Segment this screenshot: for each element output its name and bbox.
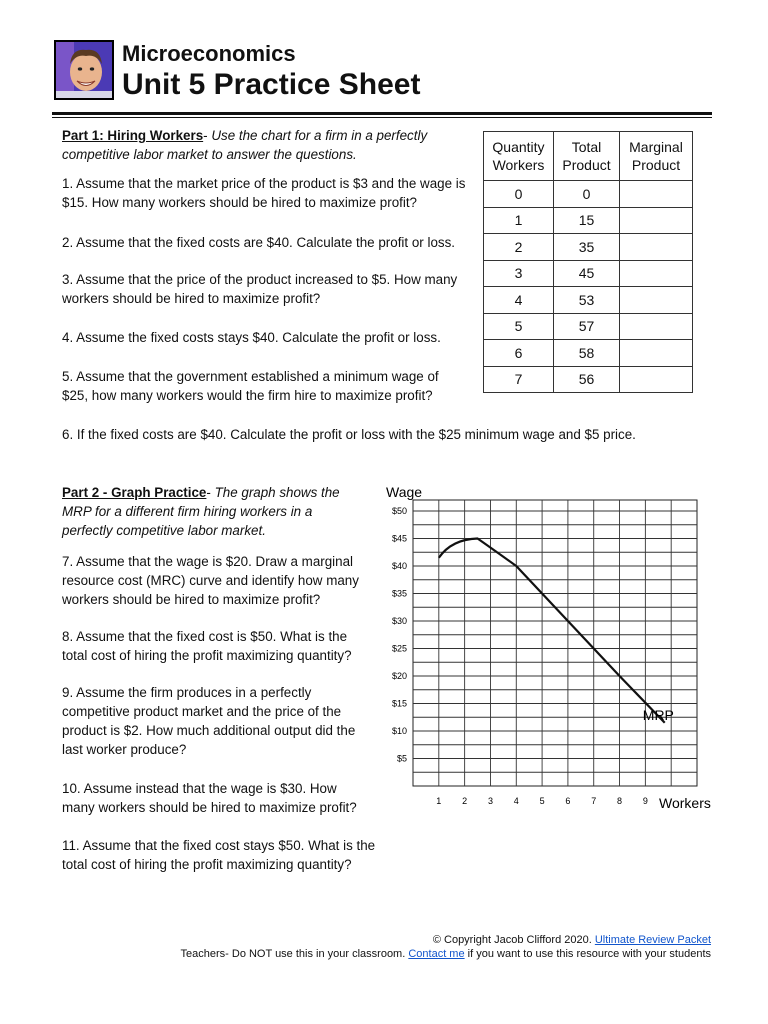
part1-intro-text: Use the chart for a firm in a perfectly competitive labor market to answer the questions. [62, 128, 428, 162]
author-photo [56, 42, 112, 98]
question-6: 6. If the fixed costs are $40. Calculate the profit or loss with the $25 minimum wage and $5 price. [62, 427, 636, 442]
marginal-product-cell[interactable] [620, 207, 693, 234]
question-7: 7. Assume that the wage is $20. Draw a marginal resource cost (MRC) curve and identify how many workers should be hired to maximize profit? [62, 554, 359, 607]
total-product-cell: 0 [554, 181, 620, 208]
total-product-cell: 45 [554, 260, 620, 287]
total-product-cell: 53 [554, 287, 620, 314]
y-tick-label: $50 [391, 506, 407, 516]
part1-heading: Part 1: Hiring Workers [62, 128, 204, 143]
y-tick-label: $5 [396, 753, 407, 764]
marginal-product-cell[interactable] [620, 234, 693, 261]
table-row [484, 234, 693, 261]
y-tick-label: $10 [391, 726, 407, 736]
hiring-table [483, 131, 693, 393]
question-10: 10. Assume instead that the wage is $30. How many workers should be hired to maximize profit? [62, 781, 357, 815]
teachers-notice [181, 948, 711, 960]
total-product-cell: 15 [554, 207, 620, 234]
mrp-label: MRP [642, 707, 674, 723]
x-tick-label: 5 [539, 796, 545, 806]
y-tick-label: $15 [391, 698, 407, 709]
ultimate-review-packet-link[interactable]: Ultimate Review Packet [594, 934, 711, 946]
marginal-product-cell[interactable] [620, 287, 693, 314]
table-row [484, 260, 693, 287]
question-2: 2. Assume that the fixed costs are $40. Calculate the profit or loss. [62, 235, 455, 250]
y-tick-label: $35 [391, 588, 407, 599]
teachers-notice-pre: Teachers- Do NOT use this in your classroom. [180, 948, 406, 960]
x-tick-label: 6 [565, 796, 571, 806]
page-title: Unit 5 Practice Sheet [122, 68, 421, 101]
mrp-graph [380, 478, 720, 818]
question-4: 4. Assume the fixed costs stays $40. Calculate the profit or loss. [62, 330, 441, 345]
marginal-product-cell[interactable] [620, 340, 693, 367]
table-header-row [484, 132, 693, 181]
total-product-cell: 56 [554, 366, 620, 393]
x-tick-label: 3 [487, 796, 493, 806]
question-3: 3. Assume that the price of the product increased to $5. How many workers should be hired to maximize profit? [62, 272, 458, 306]
table-row [484, 340, 693, 367]
question-5: 5. Assume that the government established a minimum wage of $25, how many workers would the firm hire to maximize profit? [62, 369, 439, 403]
header-total-product: Total Product [554, 132, 620, 181]
header-marginal-product: Marginal Product [620, 132, 693, 181]
workers-cell: 7 [484, 366, 554, 393]
workers-cell: 2 [484, 234, 554, 261]
x-axis-label: Workers [659, 795, 711, 811]
workers-cell: 6 [484, 340, 554, 367]
x-tick-label: 4 [513, 796, 519, 806]
total-product-cell: 57 [554, 313, 620, 340]
table-row [484, 366, 693, 393]
workers-cell: 5 [484, 313, 554, 340]
x-tick-label: 2 [462, 796, 468, 806]
table-row [484, 181, 693, 208]
y-tick-label: $40 [391, 561, 407, 571]
part1-intro: Part 1: Hiring Workers- Use the chart for a firm in a perfectly competitive labor market to answer the questions. [62, 128, 428, 162]
teachers-notice-post: if you want to use this resource with your students [467, 948, 711, 960]
marginal-product-cell[interactable] [620, 366, 693, 393]
x-tick-label: 1 [436, 796, 442, 806]
header-rule-thick [52, 112, 712, 115]
author-avatar [54, 40, 114, 100]
copyright-text: © Copyright Jacob Clifford 2020. [432, 934, 592, 946]
marginal-product-cell[interactable] [620, 181, 693, 208]
y-tick-label: $25 [391, 643, 407, 654]
part2-heading: Part 2 - Graph Practice [62, 485, 207, 500]
marginal-product-cell[interactable] [620, 313, 693, 340]
y-tick-label: $20 [391, 671, 407, 681]
copyright-line [433, 934, 711, 946]
table-row [484, 207, 693, 234]
table-row [484, 287, 693, 314]
workers-cell: 4 [484, 287, 554, 314]
x-tick-label: 8 [617, 796, 623, 806]
total-product-cell: 58 [554, 340, 620, 367]
header-quantity-workers: Quantity Workers [484, 132, 554, 181]
workers-cell: 3 [484, 260, 554, 287]
subject-title: Microeconomics [122, 41, 296, 66]
y-tick-label: $45 [391, 533, 407, 544]
y-axis-label: Wage [386, 484, 423, 500]
workers-cell: 1 [484, 207, 554, 234]
total-product-cell: 35 [554, 234, 620, 261]
marginal-product-cell[interactable] [620, 260, 693, 287]
part2-intro: Part 2 - Graph Practice- The graph shows the MRP for a different firm hiring workers in a perfectly competitive labor market. [62, 485, 340, 538]
header-rule-thin [52, 117, 712, 118]
y-tick-label: $30 [391, 616, 407, 626]
question-11: 11. Assume that the fixed cost stays $50. What is the total cost of hiring the profit maximizing quantity? [62, 838, 376, 872]
x-tick-label: 7 [591, 796, 597, 806]
part2-intro-text: The graph shows the MRP for a different firm hiring workers in a perfectly competitive labor market. [62, 485, 340, 538]
table-row [484, 313, 693, 340]
question-1: 1. Assume that the market price of the product is $3 and the wage is $15. How many workers should be hired to maximize profit? [62, 176, 466, 210]
x-tick-label: 9 [642, 796, 648, 806]
workers-cell: 0 [484, 181, 554, 208]
question-8: 8. Assume that the fixed cost is $50. What is the total cost of hiring the profit maximizing quantity? [62, 629, 352, 663]
contact-me-link[interactable]: Contact me [408, 948, 465, 960]
question-9: 9. Assume the firm produces in a perfectly competitive product market and the price of the product is $2. How much additional output did the last worker produce? [62, 685, 356, 757]
